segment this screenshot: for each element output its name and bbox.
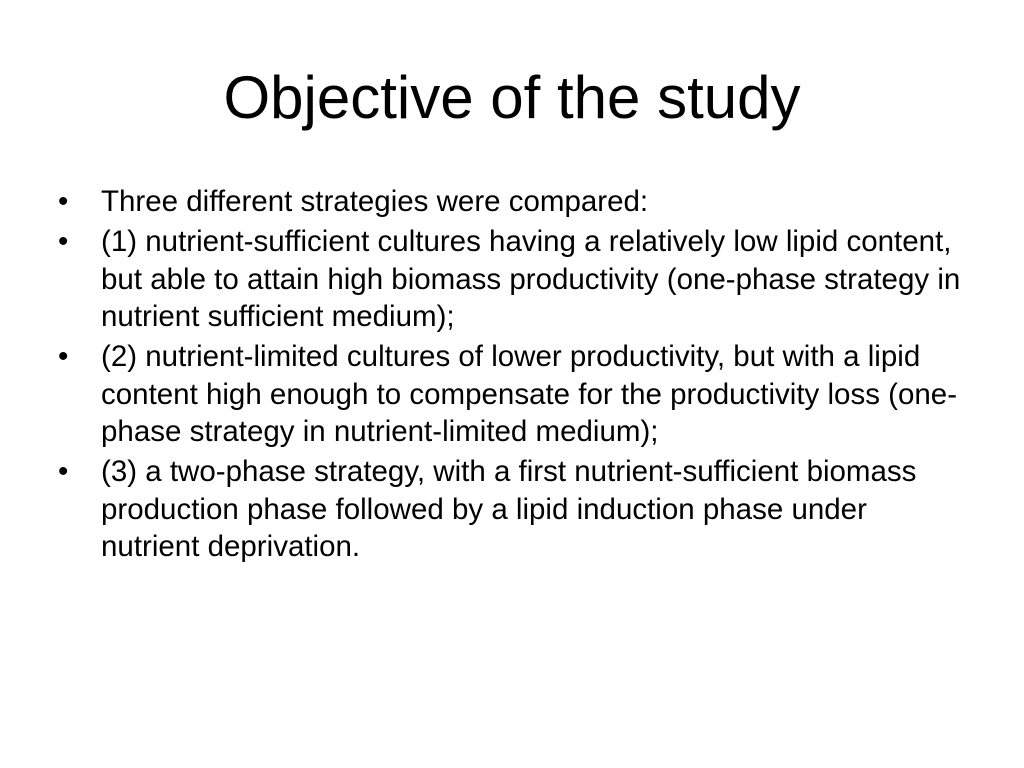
bullet-icon: • [58, 340, 69, 373]
bullet-item [58, 453, 968, 566]
bullet-text: (1) nutrient-sufficient cultures having a relatively low lipid content, but able to attain high biomass productivity (one-phase strategy in nutrient sufficient medium); [101, 225, 961, 333]
bullet-icon: • [58, 225, 69, 258]
bullet-item [58, 183, 968, 221]
bullet-item [58, 223, 968, 336]
bullet-item [58, 338, 968, 451]
bullet-text: (3) a two-phase strategy, with a first nutrient-sufficient biomass production phase followed by a lipid induction phase under nutrient deprivation. [101, 455, 917, 563]
bullet-text: Three different strategies were compared: [101, 185, 649, 218]
bullet-icon: • [58, 185, 69, 218]
slide-title: Objective of the study [223, 64, 801, 131]
bullet-icon: • [58, 455, 69, 488]
bullet-list [58, 183, 968, 568]
bullet-text: (2) nutrient-limited cultures of lower productivity, but with a lipid content high enough to compensate for the productivity loss (one-phase strategy in nutrient-limited medium); [101, 340, 958, 448]
